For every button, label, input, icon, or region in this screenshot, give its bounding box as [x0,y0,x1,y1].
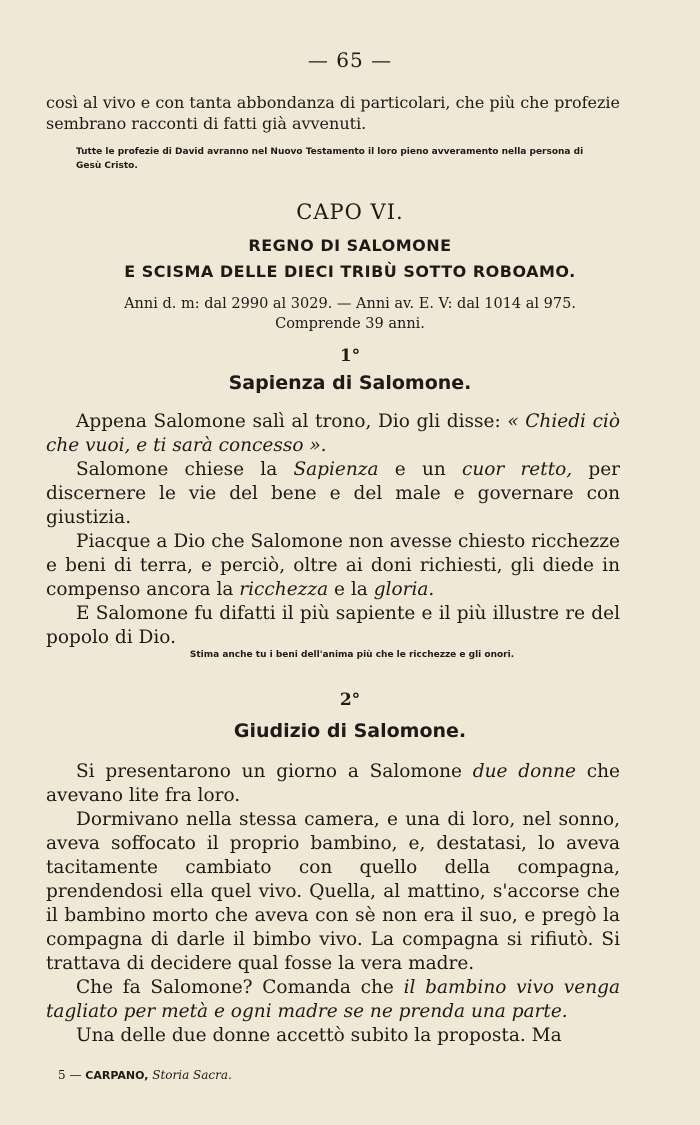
section1-p2-italic-cuor: cuor retto, [462,459,573,480]
intro-paragraph [46,92,620,134]
section2-p1-text-a: Si presentarono un giorno a Salomone [76,761,473,782]
note-prophecies [76,145,596,173]
section2-paragraph2: Dormivano nella stessa camera, e una di loro, nel sonno, aveva soffocato il proprio bambino, e, destatasi, lo aveva tacitamente cambiato con quello della compagna, prendendosi ella quel vivo. Quella, al mattino, s'accorse che il bambino morto che aveva con sè non era il suo, e pregò la compagna di darle il bimbo vivo. La compagna si rifiutò. Si trattava di decidere qual fosse la vera madre. [46,809,620,974]
section2-p1-text-b: che avevano lite fra loro. [46,761,620,806]
section2-paragraph3 [46,976,620,1024]
section1-paragraph3 [46,530,620,602]
section2-p3-italic: il bambino vivo venga tagliato per metà e ogni madre se ne prenda una parte. [46,977,620,1022]
section1-number: 1° [339,346,361,366]
section1-p2-text-a: Salomone chiese la [76,459,294,480]
section1-p2-italic-sapienza: Sapienza [293,459,379,480]
section2-paragraph1 [46,760,620,808]
section1-p3-text-a: Piacque a Dio che Salomone non avesse chiesto ricchezze e beni di terra, e perciò, oltre ai doni richiesti, gli diede in compenso ancora la [46,531,620,600]
section1-title: Sapienza di Salomone. [228,372,472,394]
section2-p1-italic: due donne [472,761,576,782]
chapter-label: CAPO VI. [296,200,404,224]
section1-p3-text-b: e la [328,579,374,600]
page-footer [58,1068,232,1082]
section1-note [132,648,572,662]
footer-author: CARPANO, [85,1069,149,1082]
section1-p2-text-b: e un [378,459,462,480]
section1-p2-text-c: per discernere le vie del bene e del male e governare con giustizia. [46,459,621,528]
section1-paragraph1 [46,410,620,458]
section1-p1-text: Appena Salomone salì al trono, Dio gli disse: [76,411,508,432]
section1-paragraph2 [46,458,620,530]
page-number: — 65 — [307,48,393,72]
chapter-duration: Comprende 39 anni. [275,316,425,332]
footer-dash: — [65,1068,86,1082]
section1-p3-italic-gloria: gloria. [373,579,435,600]
section2-p3-text: Che fa Salomone? Comanda che [76,977,404,998]
section2-number: 2° [339,690,361,710]
footer-signature: 5 [58,1068,66,1082]
chapter-years: Anni d. m: dal 2990 al 3029. — Anni av. E. V: dal 1014 al 975. [124,296,576,312]
section2-body [46,760,620,1048]
chapter-title-line2: E SCISMA DELLE DIECI TRIBÙ SOTTO ROBOAMO. [124,262,576,281]
intro-text: così al vivo e con tanta abbondanza di particolari, che più che profezie sembrano racconti di fatti già avvenuti. [46,93,620,133]
section2-paragraph4: Una delle due donne accettò subito la proposta. Ma [76,1025,562,1046]
section2-title: Giudizio di Salomone. [233,720,467,742]
section1-p3-italic-ricchezza: ricchezza [239,579,329,600]
section1-p1-quote: « Chiedi ciò che vuoi, e ti sarà concesso ». [46,411,620,456]
footer-title: Storia Sacra. [152,1068,232,1082]
chapter-title-line1: REGNO DI SALOMONE [248,236,452,255]
note-prophecies-text: Tutte le profezie di David avranno nel Nuovo Testamento il loro pieno avveramento nella persona di Gesù Cristo. [76,147,584,171]
section1-note-text: Stima anche tu i beni dell'anima più che le ricchezze e gli onori. [189,650,515,660]
section1-body [46,410,620,650]
section1-paragraph4: E Salomone fu difatti il più sapiente e il più illustre re del popolo di Dio. [46,603,620,648]
